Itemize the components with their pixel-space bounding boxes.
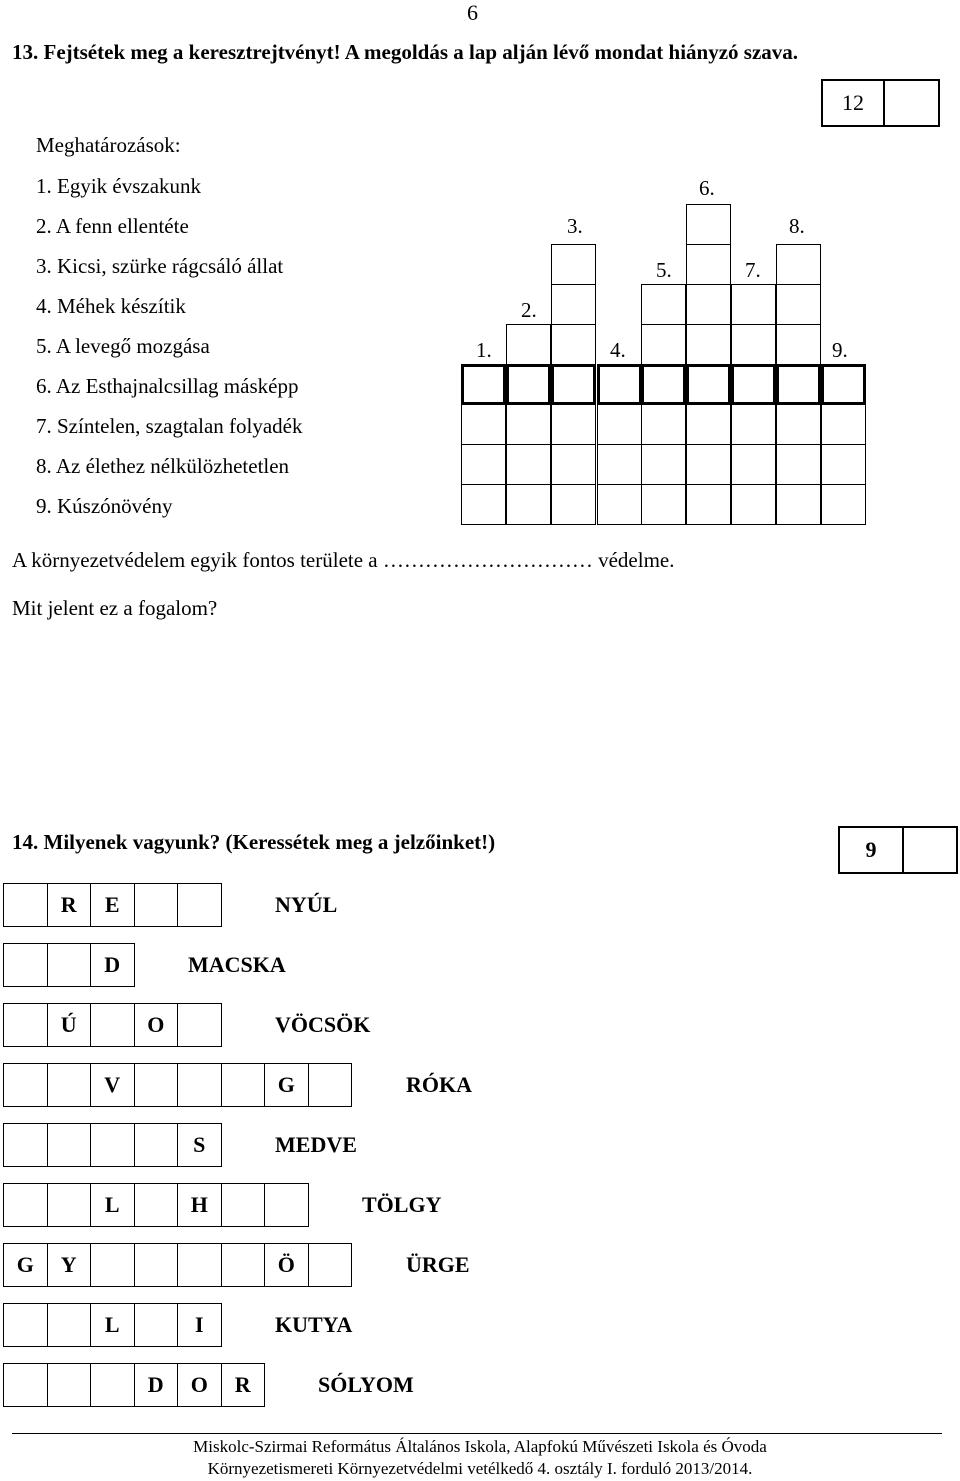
animal-plant-name: RÓKA bbox=[406, 1072, 472, 1097]
crossword-cell[interactable] bbox=[776, 484, 821, 525]
animal-plant-name: ÜRGE bbox=[406, 1252, 470, 1277]
crossword-cell[interactable] bbox=[776, 444, 821, 485]
crossword-cell[interactable] bbox=[731, 484, 776, 525]
letter-cell[interactable] bbox=[3, 883, 48, 927]
crossword-cell[interactable] bbox=[776, 324, 821, 365]
crossword-cell[interactable] bbox=[686, 284, 731, 325]
letter-cell[interactable] bbox=[264, 1183, 309, 1227]
letter-cell[interactable] bbox=[134, 1123, 179, 1167]
crossword-cell[interactable] bbox=[597, 404, 642, 445]
clue-number: 5. bbox=[656, 258, 672, 282]
definition-item: 8. Az élethez nélkülözhetetlen bbox=[36, 454, 290, 478]
definition-question: Mit jelent ez a fogalom? bbox=[12, 596, 218, 620]
letter-cell[interactable] bbox=[308, 1243, 353, 1287]
animal-plant-name: VÖCSÖK bbox=[275, 1012, 371, 1037]
letter-cell[interactable] bbox=[134, 1243, 179, 1287]
crossword-cell[interactable] bbox=[731, 284, 776, 325]
definition-item: 1. Egyik évszakunk bbox=[36, 174, 202, 198]
letter-cell[interactable] bbox=[47, 1063, 92, 1107]
letter-cell[interactable]: V bbox=[90, 1063, 135, 1107]
crossword-cell[interactable] bbox=[506, 404, 551, 445]
letter-cell[interactable] bbox=[134, 1183, 179, 1227]
letter-cell[interactable] bbox=[47, 943, 92, 987]
crossword-cell[interactable] bbox=[551, 324, 596, 365]
task13-title: 13. Fejtsétek meg a keresztrejtvényt! A megoldás a lap alján lévő mondat hiányzó szava. bbox=[12, 40, 799, 64]
crossword-cell[interactable] bbox=[686, 204, 731, 245]
solution-cell[interactable] bbox=[731, 364, 776, 405]
crossword-cell[interactable] bbox=[597, 444, 642, 485]
letter-cell[interactable] bbox=[134, 883, 179, 927]
animal-plant-name: SÓLYOM bbox=[318, 1372, 414, 1397]
task14-score-box bbox=[838, 826, 958, 874]
crossword-cell[interactable] bbox=[461, 484, 506, 525]
letter-cell[interactable] bbox=[3, 1123, 48, 1167]
letter-cell[interactable] bbox=[134, 1063, 179, 1107]
crossword-cell[interactable] bbox=[506, 444, 551, 485]
letter-cell[interactable] bbox=[90, 1123, 135, 1167]
letter-cell[interactable]: R bbox=[221, 1363, 266, 1407]
footer-line-2: Környezetismereti Környezetvédelmi vetélkedő 4. osztály I. forduló 2013/2014. bbox=[207, 1459, 753, 1478]
page-number: 6 bbox=[467, 0, 478, 25]
crossword-cell[interactable] bbox=[821, 484, 866, 525]
solution-cell[interactable] bbox=[551, 364, 596, 405]
task13-score-blank[interactable] bbox=[885, 81, 938, 125]
crossword-cell[interactable] bbox=[731, 444, 776, 485]
solution-cell[interactable] bbox=[821, 364, 866, 405]
solution-sentence: A környezetvédelem egyik fontos területe a ………………………… védelme. bbox=[12, 548, 675, 572]
letter-cell[interactable]: R bbox=[47, 883, 92, 927]
clue-number: 8. bbox=[789, 214, 805, 238]
crossword-cell[interactable] bbox=[686, 244, 731, 285]
footer-divider bbox=[12, 1433, 942, 1434]
letter-cell[interactable]: L bbox=[90, 1303, 135, 1347]
crossword-cell[interactable] bbox=[686, 324, 731, 365]
letter-cell[interactable] bbox=[221, 1183, 266, 1227]
solution-cell[interactable] bbox=[506, 364, 551, 405]
letter-cell[interactable] bbox=[177, 1063, 222, 1107]
definitions-heading: Meghatározások: bbox=[36, 133, 181, 157]
clue-number: 2. bbox=[521, 298, 537, 322]
crossword-cell[interactable] bbox=[551, 444, 596, 485]
animal-plant-name: NYÚL bbox=[275, 892, 338, 917]
crossword-cell[interactable] bbox=[821, 404, 866, 445]
task14-title: 14. Milyenek vagyunk? (Keressétek meg a jelzőinket!) bbox=[12, 830, 496, 854]
letter-cell[interactable]: Ö bbox=[264, 1243, 309, 1287]
crossword-cell[interactable] bbox=[821, 444, 866, 485]
letter-cell[interactable]: E bbox=[90, 883, 135, 927]
solution-cell[interactable] bbox=[641, 364, 686, 405]
letter-cell[interactable] bbox=[3, 1303, 48, 1347]
solution-cell[interactable] bbox=[597, 364, 642, 405]
definition-item: 6. Az Esthajnalcsillag másképp bbox=[36, 374, 299, 398]
letter-cell[interactable] bbox=[47, 1183, 92, 1227]
task14-score: 9 bbox=[840, 828, 904, 872]
clue-number: 3. bbox=[567, 214, 583, 238]
clue-number: 7. bbox=[745, 258, 761, 282]
crossword-cell[interactable] bbox=[551, 484, 596, 525]
clue-number: 1. bbox=[476, 338, 492, 362]
crossword-cell[interactable] bbox=[776, 284, 821, 325]
clue-number: 6. bbox=[699, 176, 715, 200]
clue-number: 4. bbox=[610, 338, 626, 362]
letter-cell[interactable]: D bbox=[90, 943, 135, 987]
letter-cell[interactable] bbox=[47, 1363, 92, 1407]
crossword-cell[interactable] bbox=[731, 324, 776, 365]
clue-number: 9. bbox=[832, 338, 848, 362]
crossword-cell[interactable] bbox=[641, 444, 686, 485]
definition-item: 4. Méhek készítik bbox=[36, 294, 186, 318]
letter-cell[interactable] bbox=[90, 1003, 135, 1047]
letter-cell[interactable]: G bbox=[264, 1063, 309, 1107]
animal-plant-name: TÖLGY bbox=[362, 1192, 442, 1217]
crossword-cell[interactable] bbox=[551, 244, 596, 285]
crossword-cell[interactable] bbox=[686, 444, 731, 485]
crossword-cell[interactable] bbox=[641, 284, 686, 325]
letter-cell[interactable] bbox=[3, 1363, 48, 1407]
definition-item: 3. Kicsi, szürke rágcsáló állat bbox=[36, 254, 284, 278]
letter-cell[interactable] bbox=[177, 1003, 222, 1047]
crossword-cell[interactable] bbox=[506, 484, 551, 525]
crossword-cell[interactable] bbox=[461, 444, 506, 485]
footer-line-1: Miskolc-Szirmai Református Általános Iskola, Alapfokú Művészeti Iskola és Óvoda bbox=[193, 1437, 767, 1456]
letter-cell[interactable] bbox=[177, 883, 222, 927]
definition-item: 5. A levegő mozgása bbox=[36, 334, 210, 358]
letter-cell[interactable] bbox=[3, 1003, 48, 1047]
crossword-cell[interactable] bbox=[686, 404, 731, 445]
animal-plant-name: MEDVE bbox=[275, 1132, 357, 1157]
crossword-cell[interactable] bbox=[641, 324, 686, 365]
letter-cell[interactable] bbox=[134, 1303, 179, 1347]
crossword-cell[interactable] bbox=[597, 484, 642, 525]
definition-item: 7. Színtelen, szagtalan folyadék bbox=[36, 414, 303, 438]
crossword-cell[interactable] bbox=[551, 284, 596, 325]
letter-cell[interactable]: S bbox=[177, 1123, 222, 1167]
crossword-cell[interactable] bbox=[731, 404, 776, 445]
crossword-cell[interactable] bbox=[506, 324, 551, 365]
letter-cell[interactable]: I bbox=[177, 1303, 222, 1347]
crossword-cell[interactable] bbox=[641, 484, 686, 525]
animal-plant-name: KUTYA bbox=[275, 1312, 353, 1337]
task14-score-blank[interactable] bbox=[904, 828, 956, 872]
letter-cell[interactable] bbox=[308, 1063, 353, 1107]
letter-cell[interactable] bbox=[3, 1183, 48, 1227]
solution-cell[interactable] bbox=[776, 364, 821, 405]
letter-cell[interactable] bbox=[90, 1363, 135, 1407]
letter-cell[interactable]: O bbox=[134, 1003, 179, 1047]
task13-score-box bbox=[821, 79, 940, 127]
crossword-cell[interactable] bbox=[776, 404, 821, 445]
letter-cell[interactable]: Y bbox=[47, 1243, 92, 1287]
crossword-cell[interactable] bbox=[461, 404, 506, 445]
letter-cell[interactable] bbox=[3, 1063, 48, 1107]
crossword-cell[interactable] bbox=[641, 404, 686, 445]
definition-item: 9. Kúszónövény bbox=[36, 494, 173, 518]
letter-cell[interactable] bbox=[221, 1243, 266, 1287]
letter-cell[interactable] bbox=[90, 1243, 135, 1287]
crossword-cell[interactable] bbox=[686, 484, 731, 525]
solution-cell[interactable] bbox=[461, 364, 506, 405]
letter-cell[interactable]: Ú bbox=[47, 1003, 92, 1047]
letter-cell[interactable]: D bbox=[134, 1363, 179, 1407]
definition-item: 2. A fenn ellentéte bbox=[36, 214, 189, 238]
letter-cell[interactable] bbox=[177, 1243, 222, 1287]
letter-cell[interactable]: H bbox=[177, 1183, 222, 1227]
task13-score: 12 bbox=[823, 81, 885, 125]
solution-cell[interactable] bbox=[686, 364, 731, 405]
letter-cell[interactable] bbox=[3, 943, 48, 987]
letter-cell[interactable] bbox=[47, 1123, 92, 1167]
letter-cell[interactable]: L bbox=[90, 1183, 135, 1227]
letter-cell[interactable] bbox=[47, 1303, 92, 1347]
crossword-cell[interactable] bbox=[551, 404, 596, 445]
crossword-cell[interactable] bbox=[776, 244, 821, 285]
letter-cell[interactable]: G bbox=[3, 1243, 48, 1287]
letter-cell[interactable] bbox=[221, 1063, 266, 1107]
letter-cell[interactable]: O bbox=[177, 1363, 222, 1407]
animal-plant-name: MACSKA bbox=[188, 952, 286, 977]
